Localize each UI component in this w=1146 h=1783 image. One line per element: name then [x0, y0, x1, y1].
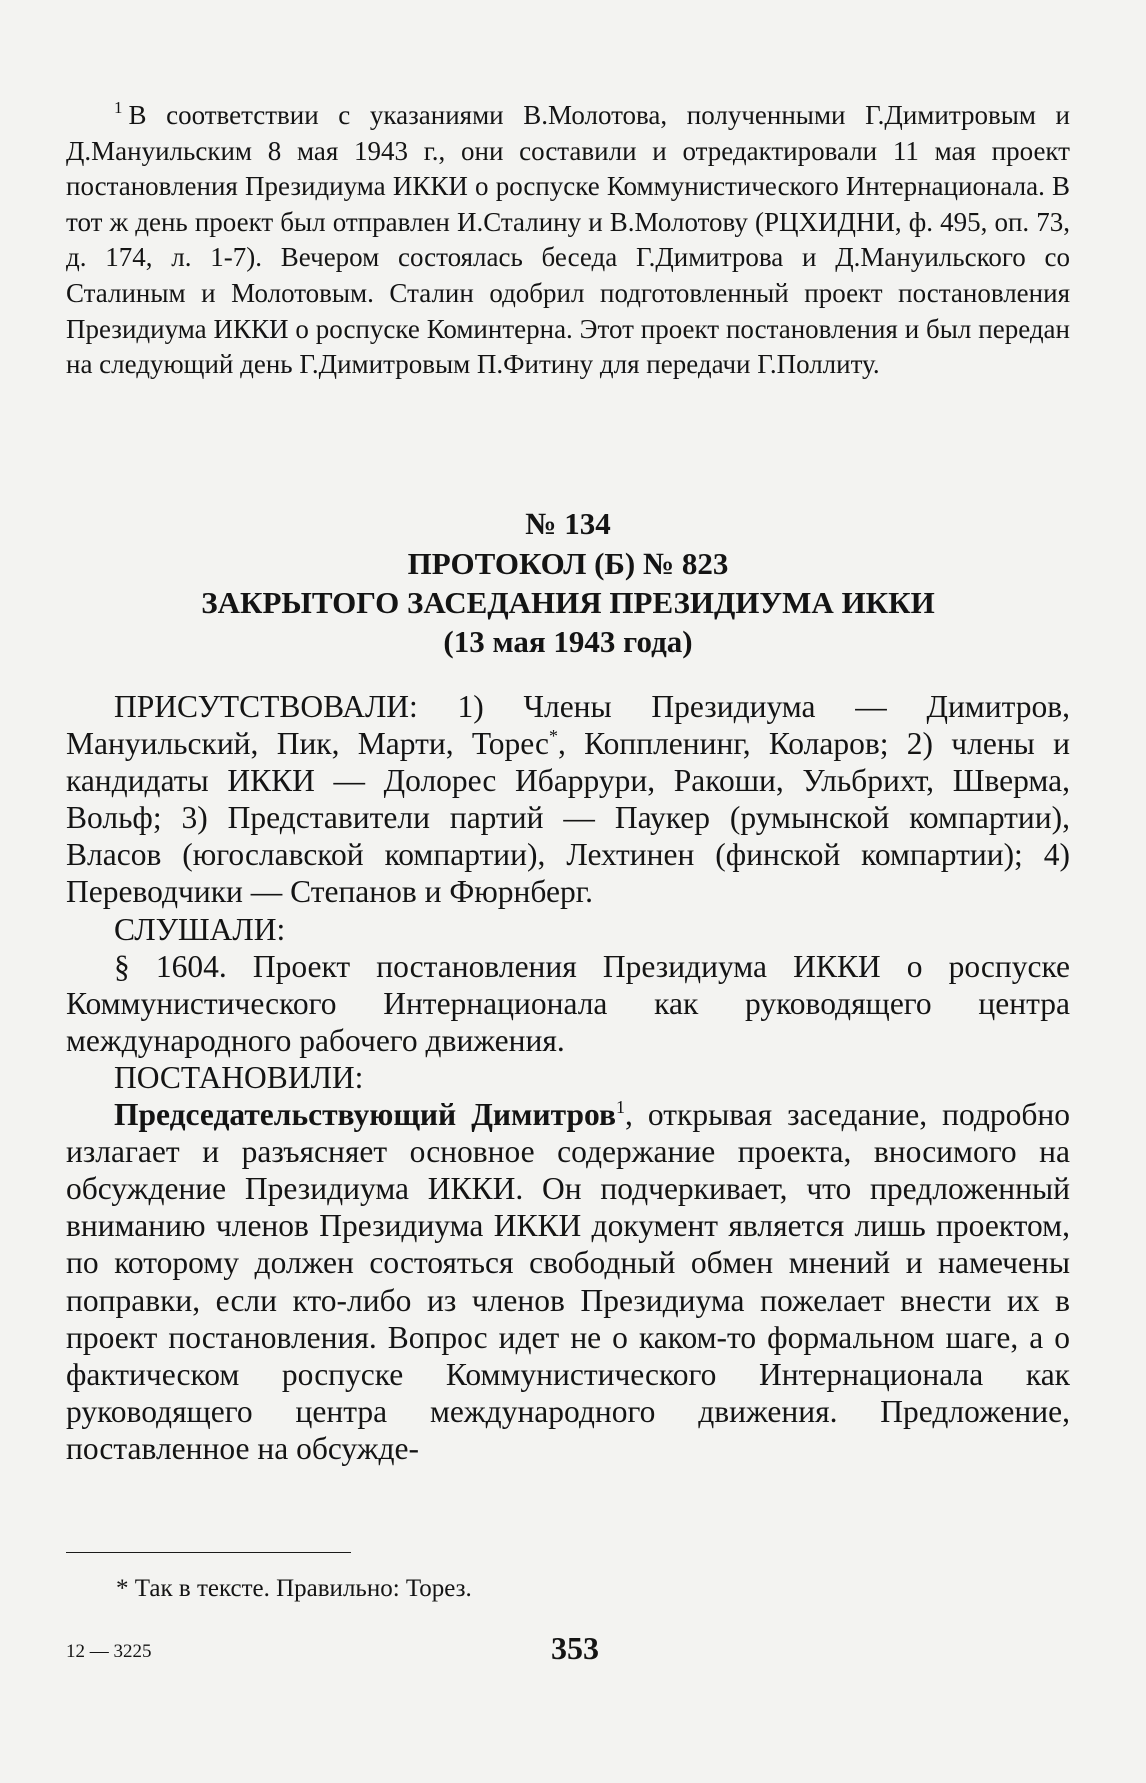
document-title-line-2: ЗАКРЫТОГО ЗАСЕДАНИЯ ПРЕЗИДИУМА ИККИ	[201, 585, 935, 620]
signature-mark: 12 — 3225	[66, 1641, 152, 1662]
page-number: 353	[551, 1630, 599, 1666]
footnote-top-text: В соответствии с указаниями В.Молотова, полученными Г.Димитровым и Д.Мануильским 8 мая 1943 г., они составили и отредактировали 11 мая проект постановления Президиума ИККИ о роспуске Коммунистического Интернационала. В тот ж день проект был отправлен И.Сталину и В.Молотову (РЦХИДНИ, ф. 495, оп. 73, д. 174, л. 1-7). Вечером состоялась беседа Г.Димитрова и Д.Мануильского со Сталиным и Молотовым. Сталин одобрил подготовленный проект постановления Президиума ИККИ о роспуске Коминтерна. Этот проект постановления и был передан на следующий день Г.Димитровым П.Фитину для передачи Г.Поллиту.	[66, 100, 1070, 380]
heard-text: § 1604. Проект постановления Президиума ИККИ о роспуске Коммунистического Интернационала как руководящего центра международного рабочего движения.	[66, 948, 1070, 1058]
resolved-paragraph	[66, 1096, 1070, 1467]
main-text	[66, 688, 1070, 1467]
footnote-bottom	[66, 1573, 1070, 1605]
footnote-bottom-marker: *	[116, 1575, 129, 1602]
resolved-lead: Председательствующий Димитров	[114, 1097, 617, 1133]
document-date: (13 мая 1943 года)	[443, 624, 693, 659]
resolved-text: , открывая заседание, подробно излагает и разъясняет основное содержание проекта, вносимого на обсуждение Президиума ИККИ. Он подчеркивает, что предложенный вниманию членов Президиума ИККИ документ является лишь проектом, по которому должен состояться свободный обмен мнений и намечены поправки, если кто-либо из членов Президиума пожелает внести их в проект постановления. Вопрос идет не о каком-то формальном шаге, а о фактическом роспуске Коммунистического Интернационала как руководящего центра международного движения. Предложение, поставленное на обсужде-	[66, 1097, 1070, 1466]
present-paragraph	[66, 688, 1070, 911]
present-footnote-mark: *	[549, 726, 558, 747]
heard-label: СЛУШАЛИ:	[114, 911, 286, 947]
document-number: № 134	[525, 506, 611, 541]
footnote-marker: 1	[114, 98, 123, 117]
footnote-top	[66, 98, 1070, 383]
footnote-bottom-text: Так в тексте. Правильно: Торез.	[134, 1575, 472, 1602]
footnote-divider	[66, 1552, 351, 1553]
present-text-end: , Коппленинг, Коларов; 2) члены и кандидаты ИККИ — Долорес Ибаррури, Ракоши, Ульбрихт, Шверма, Вольф; 3) Представители партий — Паукер (румынской компартии), Власов (югославской компартии), Лехтинен (финской компартии); 4) Переводчики — Степанов и Фюрнберг.	[66, 726, 1070, 910]
document-title-line-1: ПРОТОКОЛ (Б) № 823	[407, 546, 729, 581]
resolved-footnote-mark: 1	[616, 1097, 626, 1118]
present-text-start: ПРИСУТСТВОВАЛИ: 1) Члены Президиума — Димитров, Мануильский, Пик, Марти, Торес	[66, 689, 1070, 762]
resolved-label: ПОСТАНОВИЛИ:	[114, 1059, 364, 1095]
